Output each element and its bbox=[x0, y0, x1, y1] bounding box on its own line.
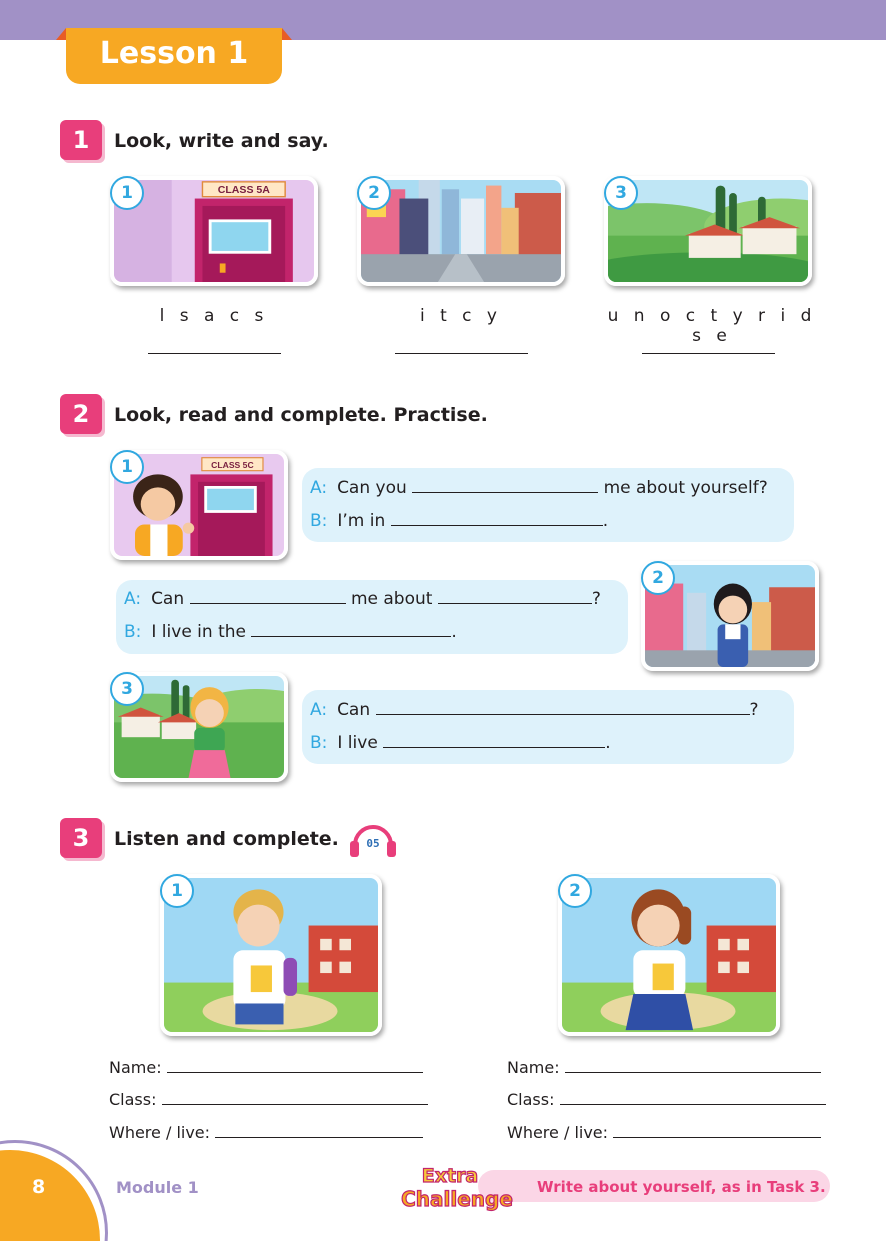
name-input[interactable] bbox=[167, 1059, 423, 1073]
lesson-title: Lesson 1 bbox=[99, 36, 249, 71]
class-input[interactable] bbox=[560, 1091, 826, 1105]
dialogue-3-line-a: A: Can ? bbox=[310, 700, 759, 720]
where-input[interactable] bbox=[613, 1124, 821, 1138]
class-sign-text-2: CLASS 5C bbox=[211, 460, 254, 470]
answer-line-3[interactable] bbox=[642, 353, 775, 354]
where-input[interactable] bbox=[215, 1124, 423, 1138]
blank-input[interactable] bbox=[190, 590, 346, 604]
form-2-class: Class: bbox=[507, 1090, 826, 1109]
form-1-where: Where / live: bbox=[109, 1123, 423, 1142]
task-3-item-2-badge: 2 bbox=[558, 874, 592, 908]
task-2-item-3-badge: 3 bbox=[110, 672, 144, 706]
blank-input[interactable] bbox=[412, 479, 598, 493]
dialogue-2-line-b: B: I live in the . bbox=[124, 622, 457, 642]
extra-challenge-text: Write about yourself, as in Task 3. bbox=[537, 1178, 826, 1196]
task-1-item-2-badge: 2 bbox=[357, 176, 391, 210]
task-1-item-3-badge: 3 bbox=[604, 176, 638, 210]
task-3-number: 3 bbox=[60, 818, 102, 858]
name-input[interactable] bbox=[565, 1059, 821, 1073]
task-3-picture-girl bbox=[558, 874, 780, 1036]
form-1-class: Class: bbox=[109, 1090, 428, 1109]
blank-input[interactable] bbox=[391, 512, 603, 526]
svg-text:Extra: Extra bbox=[421, 1165, 479, 1187]
answer-line-2[interactable] bbox=[395, 353, 528, 354]
form-2-where: Where / live: bbox=[507, 1123, 821, 1142]
task-3-item-1-badge: 1 bbox=[160, 874, 194, 908]
blank-input[interactable] bbox=[251, 623, 451, 637]
task-1-number: 1 bbox=[60, 120, 102, 160]
answer-line-1[interactable] bbox=[148, 353, 281, 354]
blank-input[interactable] bbox=[438, 590, 592, 604]
lesson-tab bbox=[66, 28, 282, 84]
dialogue-3-line-b: B: I live . bbox=[310, 733, 611, 753]
headphones-icon[interactable] bbox=[348, 815, 398, 859]
task-3-title: Listen and complete. bbox=[114, 828, 339, 850]
blank-input[interactable] bbox=[376, 701, 750, 715]
page-number-circle bbox=[0, 1150, 100, 1241]
task-1-item-1-badge: 1 bbox=[110, 176, 144, 210]
task-3-picture-boy bbox=[160, 874, 382, 1036]
dialogue-1-line-b: B: I’m in . bbox=[310, 511, 609, 531]
task-2-title: Look, read and complete. Practise. bbox=[114, 404, 488, 426]
class-sign-text: CLASS 5A bbox=[217, 185, 270, 196]
scrambled-word-1: l s a c s bbox=[159, 306, 269, 326]
svg-text:Challenge: Challenge bbox=[401, 1187, 513, 1211]
scrambled-word-2: i t c y bbox=[419, 306, 502, 326]
scrambled-word-3: u n o c t y r i d s e bbox=[607, 306, 817, 346]
extra-challenge-logo bbox=[392, 1160, 522, 1212]
form-1-name: Name: bbox=[109, 1058, 423, 1077]
class-input[interactable] bbox=[162, 1091, 428, 1105]
task-2-number: 2 bbox=[60, 394, 102, 434]
task-2-item-2-badge: 2 bbox=[641, 561, 675, 595]
module-label: Module 1 bbox=[116, 1178, 199, 1197]
page-number: 8 bbox=[32, 1176, 46, 1198]
dialogue-1-line-a: A: Can you me about yourself? bbox=[310, 478, 768, 498]
form-2-name: Name: bbox=[507, 1058, 821, 1077]
track-number: 05 bbox=[366, 837, 380, 850]
blank-input[interactable] bbox=[383, 734, 605, 748]
task-2-item-1-badge: 1 bbox=[110, 450, 144, 484]
dialogue-2-line-a: A: Can me about ? bbox=[124, 589, 601, 609]
task-1-title: Look, write and say. bbox=[114, 130, 329, 152]
